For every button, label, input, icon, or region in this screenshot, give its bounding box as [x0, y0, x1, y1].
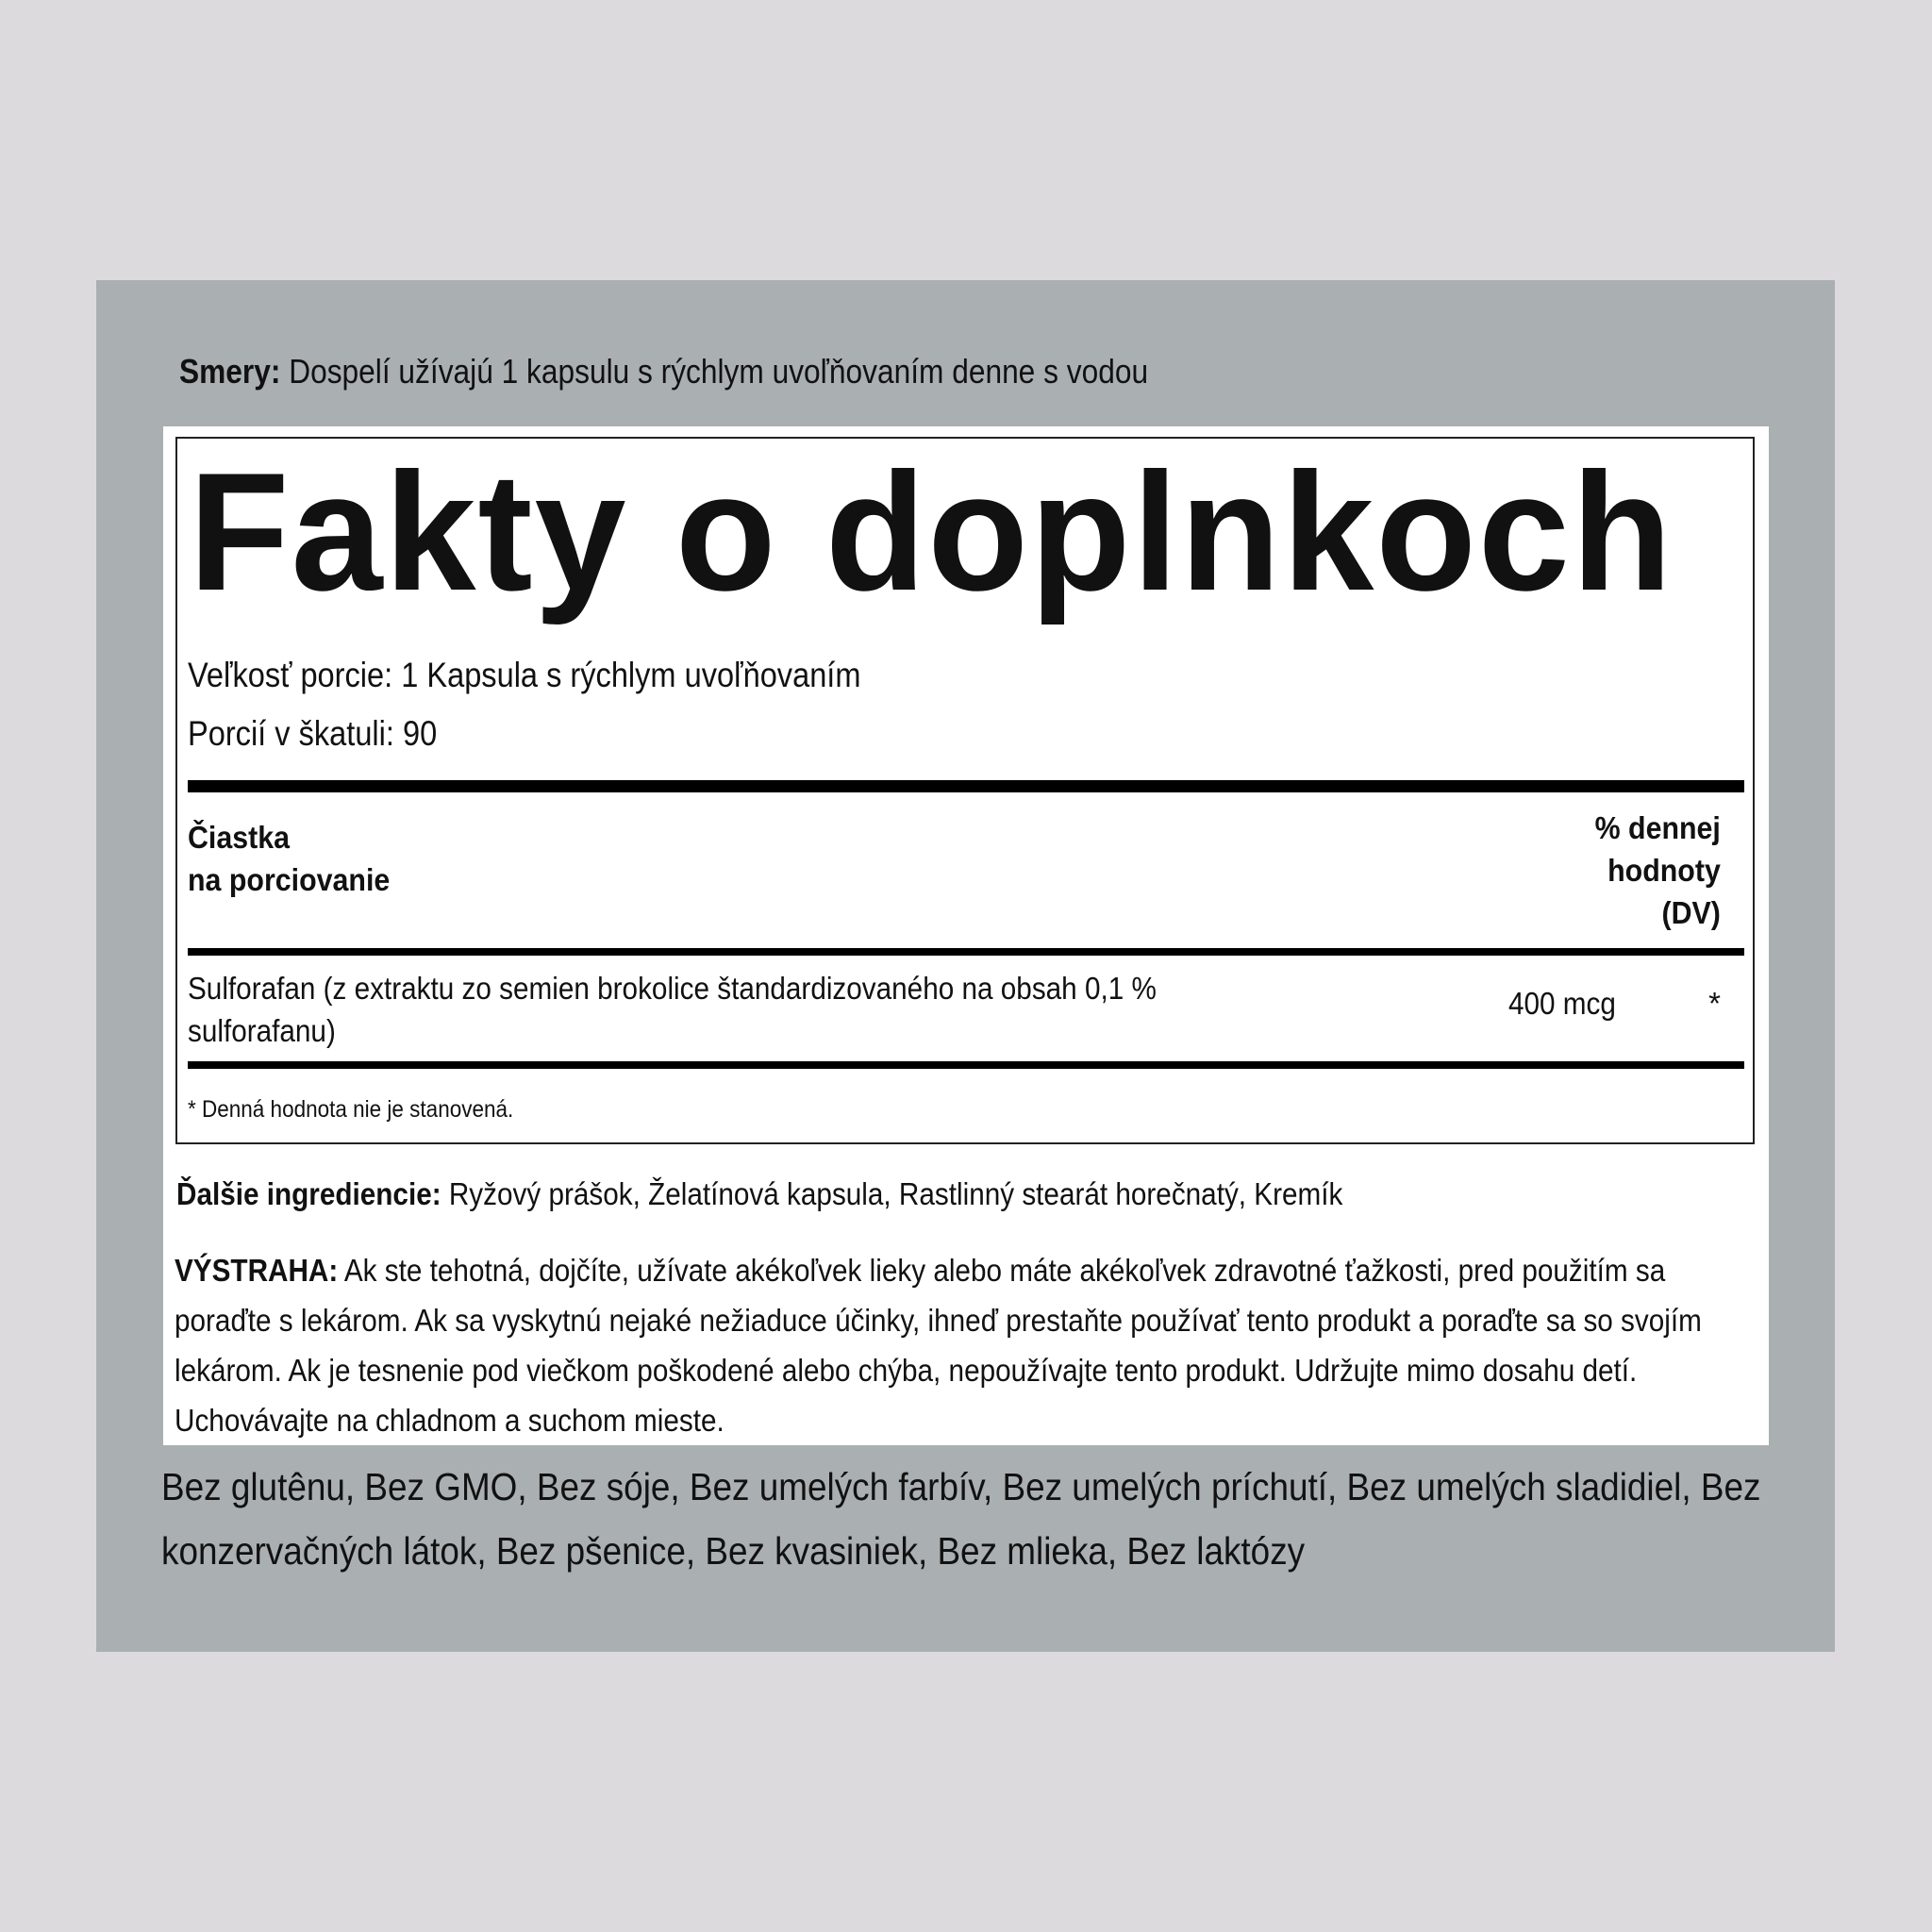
footer-divider	[188, 1061, 1744, 1069]
other-ingredients-label: Ďalšie ingrediencie:	[176, 1176, 441, 1211]
column-header-amount-line1: Čiastka	[188, 820, 291, 855]
ingredient-amount: 400 mcg	[1508, 986, 1616, 1021]
supplement-facts-box	[175, 437, 1755, 1144]
column-header-dv-line3: (DV)	[1661, 895, 1721, 930]
servings-per-container: Porcií v škatuli: 90	[188, 714, 438, 753]
thick-divider	[188, 780, 1744, 792]
column-header-dv-line1: % dennej	[1594, 810, 1721, 845]
column-header-daily-value	[1595, 807, 1721, 934]
other-ingredients-text: Ryžový prášok, Želatínová kapsula, Rastlinný stearát horečnatý, Kremík	[441, 1176, 1343, 1211]
directions	[179, 352, 1148, 391]
ingredient-name: Sulforafan (z extraktu zo semien brokolice štandardizovaného na obsah 0,1 % sulforafanu)	[188, 971, 1157, 1048]
column-header-dv-line2: hodnoty	[1607, 853, 1721, 888]
other-ingredients	[176, 1176, 1342, 1212]
serving-size: Veľkosť porcie: 1 Kapsula s rýchlym uvoľňovaním	[188, 656, 861, 694]
directions-text: Dospelí užívajú 1 kapsulu s rýchlym uvoľňovaním denne s vodou	[280, 352, 1149, 391]
warning-label: VÝSTRAHA:	[175, 1253, 339, 1288]
facts-title: Fakty o doplnkoch	[189, 438, 1674, 625]
supplement-label-panel	[96, 280, 1835, 1652]
warning	[175, 1245, 1754, 1445]
warning-text: Ak ste tehotná, dojčíte, užívate akékoľvek lieky alebo máte akékoľvek zdravotné ťažkosti, pred použitím sa poraďte s lekárom. Ak sa vyskytnú nejaké nežiaduce účinky, ihneď prestaňte používať tento produkt a poraďte sa so svojím lekárom. Ak je tesnenie pod viečkom poškodené alebo chýba, nepoužívajte tento produkt. Udržujte mimo dosahu detí. Uchovávajte na chladnom a suchom mieste.	[175, 1253, 1702, 1438]
daily-value-footnote: * Denná hodnota nie je stanovená.	[188, 1096, 514, 1123]
column-header-amount-line2: na porciovanie	[188, 862, 391, 897]
ingredient-daily-value: *	[1708, 986, 1721, 1021]
header-divider	[188, 948, 1744, 956]
label-card	[163, 426, 1769, 1445]
column-header-amount	[188, 816, 390, 901]
free-from-list: Bez glutênu, Bez GMO, Bez sóje, Bez umelých farbív, Bez umelých príchutí, Bez umelých sladidiel, Bez konzervačných látok, Bez pšenice, Bez kvasiniek, Bez mlieka, Bez laktózy	[161, 1465, 1761, 1573]
directions-label: Smery:	[179, 352, 281, 391]
